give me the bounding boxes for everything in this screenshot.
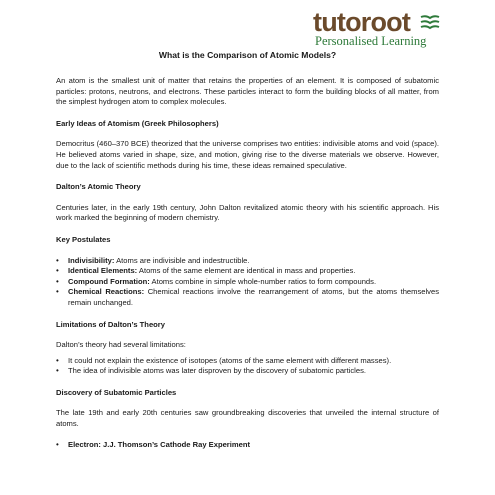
section-heading-key-postulates: Key Postulates	[56, 234, 111, 244]
list-item	[56, 440, 439, 451]
postulate-term: Indivisibility:	[68, 255, 115, 265]
logo-wordmark: tutoroot	[313, 7, 411, 37]
postulate-term: Compound Formation:	[68, 276, 150, 286]
book-icon	[420, 14, 440, 32]
tutoroot-logo	[313, 7, 437, 48]
section-heading-early-ideas: Early Ideas of Atomism (Greek Philosophers)	[56, 118, 219, 128]
intro-paragraph: An atom is the smallest unit of matter that retains the properties of an element. It is composed of subatomic particles: protons, neutrons, and electrons. These particles interact to form the building blocks of all matter, from the simplest hydrogen atom to complex molecules.	[56, 76, 439, 107]
subatomic-paragraph: The late 19th and early 20th centuries saw groundbreaking discoveries that unveiled the internal structure of atoms.	[56, 408, 439, 429]
section-heading-limitations: Limitations of Dalton’s Theory	[56, 319, 165, 329]
logo-tagline: Personalised Learning	[315, 34, 427, 48]
document-body	[56, 50, 439, 450]
subatomic-bullet: Electron: J.J. Thomson’s Cathode Ray Experiment	[68, 439, 251, 449]
list-item: • It could not explain the existence of isotopes (atoms of the same element with different masses).	[56, 356, 439, 367]
list-item: • The idea of indivisible atoms was later disproven by the discovery of subatomic particles.	[56, 366, 439, 377]
postulate-term: Identical Elements:	[68, 266, 138, 276]
postulates-list	[56, 256, 439, 309]
postulate-term: Chemical Reactions:	[68, 287, 145, 297]
list-item	[56, 287, 439, 308]
postulate-text: Chemical reactions involve the rearrangement of atoms, but the atoms themselves remain unchanged.	[68, 287, 439, 307]
postulate-text: Atoms of the same element are identical in mass and properties.	[137, 266, 356, 276]
postulate-text: Atoms combine in simple whole-number ratios to form compounds.	[149, 276, 377, 286]
list-item	[56, 266, 439, 277]
postulate-text: Atoms are indivisible and indestructible.	[114, 255, 250, 265]
subatomic-list	[56, 440, 439, 451]
section-heading-dalton: Dalton’s Atomic Theory	[56, 182, 141, 192]
list-item	[56, 277, 439, 288]
dalton-paragraph: Centuries later, in the early 19th century, John Dalton revitalized atomic theory with his scientific approach. His work marked the beginning of modern chemistry.	[56, 202, 439, 223]
list-item	[56, 256, 439, 267]
early-ideas-paragraph: Democritus (460–370 BCE) theorized that the universe comprises two entities: indivisible atoms and void (space). He believed atoms varied in shape, size, and motion, giving rise to the diverse materials we observe. However, due to the lack of scientific methods during his time, these ideas remained speculative.	[56, 139, 439, 170]
limitations-list	[56, 356, 439, 377]
page-title: What is the Comparison of Atomic Models?	[158, 50, 337, 60]
section-heading-subatomic: Discovery of Subatomic Particles	[56, 387, 177, 397]
limitations-intro: Dalton’s theory had several limitations:	[56, 340, 186, 350]
